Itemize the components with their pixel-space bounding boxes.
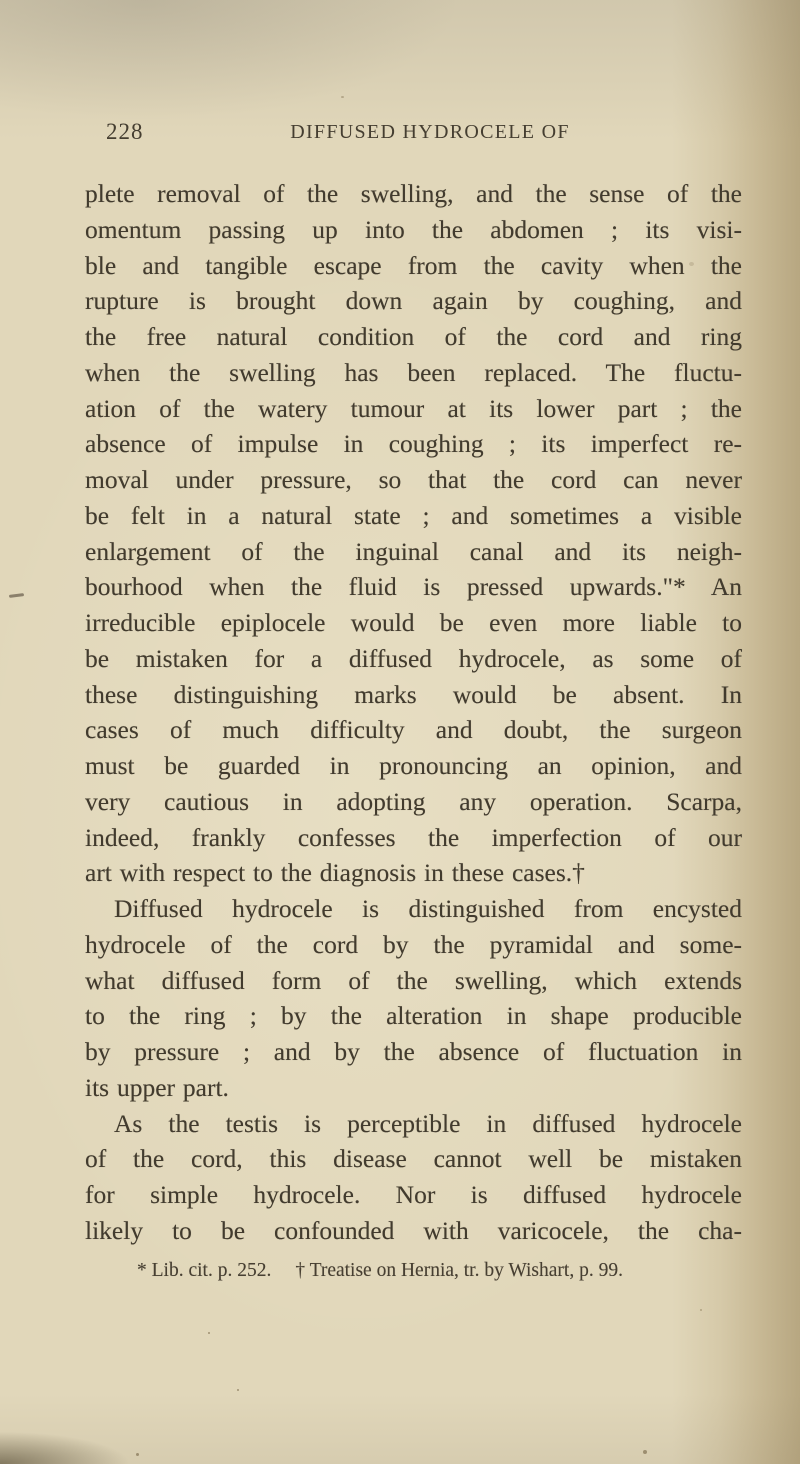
paper-speck [136, 1453, 139, 1456]
text-line: very cautious in adopting any operation. Scarpa, [85, 786, 742, 816]
body-text [85, 176, 742, 1249]
text-line: the free natural condition of the cord and ring [85, 322, 742, 351]
text-line: plete removal of the swelling, and the sense of the [85, 179, 742, 208]
text-line: for simple hydrocele. Nor is diffused hydrocele [85, 1180, 742, 1209]
paper-speck [341, 96, 344, 98]
stray-ink-mark [9, 593, 24, 598]
text-line: likely to be confounded with varicocele, the cha- [85, 1215, 742, 1245]
page-header [0, 119, 800, 149]
text-line: must be guarded in pronouncing an opinion, and [85, 751, 742, 780]
text-line: indeed, frankly confesses the imperfection of our [85, 822, 742, 852]
text-line: moval under pressure, so that the cord can never [85, 465, 742, 494]
text-line: ation of the watery tumour at its lower part ; the [85, 393, 742, 423]
paper-speck [208, 1332, 210, 1334]
text-line: by pressure ; and by the absence of fluctuation in [85, 1037, 742, 1066]
running-title: DIFFUSED HYDROCELE OF [290, 121, 570, 143]
footnote-reference-asterisk: * Lib. cit. p. 252. [137, 1260, 272, 1281]
paper-speck [689, 262, 694, 266]
text-line: ble and tangible escape from the cavity when the [85, 250, 742, 280]
text-line: be felt in a natural state ; and sometimes a visible [85, 500, 742, 530]
text-line: when the swelling has been replaced. The fluctu- [85, 357, 742, 387]
paper-speck [643, 1450, 647, 1454]
text-line: bourhood when the fluid is pressed upwards."* An [85, 572, 742, 602]
text-line: cases of much difficulty and doubt, the surgeon [85, 715, 742, 745]
text-line: its upper part. [85, 1072, 229, 1102]
text-line: what diffused form of the swelling, which extends [85, 965, 742, 995]
paper-speck [237, 1389, 239, 1391]
text-line: these distinguishing marks would be absent. In [85, 679, 742, 709]
text-line: rupture is brought down again by coughing, and [85, 286, 742, 316]
paper-speck [700, 1309, 702, 1311]
text-line: omentum passing up into the abdomen ; its visi- [85, 214, 742, 244]
text-line: be mistaken for a diffused hydrocele, as some of [85, 643, 742, 673]
footnote [137, 1260, 757, 1282]
text-line: of the cord, this disease cannot well be mistaken [85, 1144, 742, 1174]
text-line: enlargement of the inguinal canal and its neigh- [85, 536, 742, 566]
text-line: Diffused hydrocele is distinguished from encysted [114, 894, 742, 923]
text-line: to the ring ; by the alteration in shape producible [85, 1001, 742, 1031]
page-number: 228 [106, 119, 144, 144]
text-line: As the testis is perceptible in diffused hydrocele [114, 1108, 742, 1138]
text-line: irreducible epiplocele would be even more liable to [85, 608, 742, 637]
footnote-reference-dagger: † Treatise on Hernia, tr. by Wishart, p. 99. [295, 1260, 623, 1281]
text-line: art with respect to the diagnosis in these cases.† [85, 858, 585, 888]
text-line: hydrocele of the cord by the pyramidal and some- [85, 929, 742, 959]
text-line: absence of impulse in coughing ; its imperfect re- [85, 429, 742, 459]
